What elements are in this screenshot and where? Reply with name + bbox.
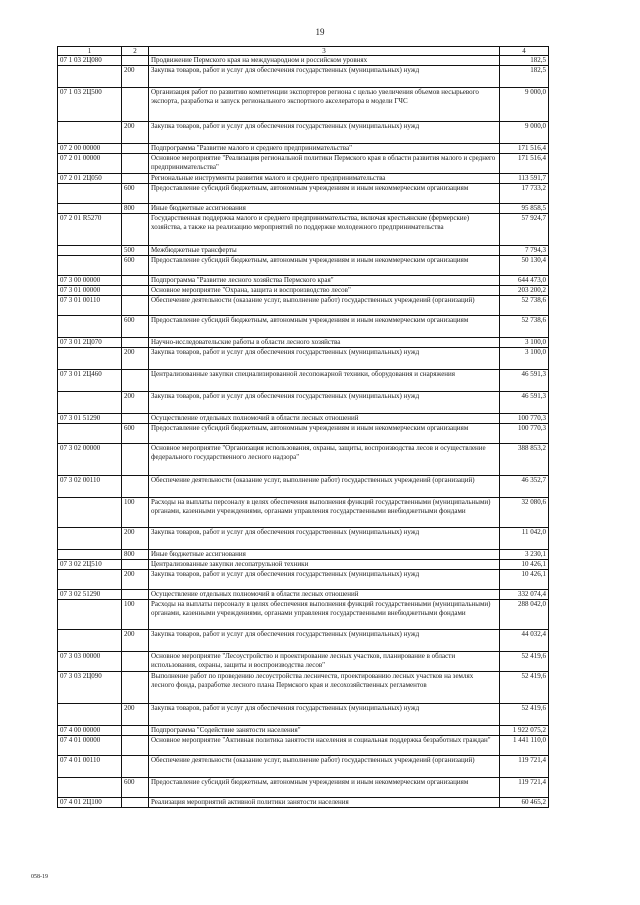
row-amount-cell: 182,5: [500, 66, 549, 88]
row-amount-cell: 52 738,6: [500, 316, 549, 338]
row-type-cell: [122, 652, 149, 672]
row-name-cell: Обеспечение деятельности (оказание услуг, выполнение работ) государственных учреждений (организаций): [149, 296, 500, 316]
row-amount-cell: 171 516,4: [500, 144, 549, 154]
row-amount-cell: 332 074,4: [500, 590, 549, 600]
row-name-cell: Предоставление субсидий бюджетным, автономным учреждениям и иным некоммерческим организациям: [149, 316, 500, 338]
row-code-cell: [58, 66, 122, 88]
row-name-cell: Подпрограмма "Развитие малого и среднего предпринимательства": [149, 144, 500, 154]
row-type-cell: [122, 736, 149, 756]
row-name-cell: Закупка товаров, работ и услуг для обеспечения государственных (муниципальных) нужд: [149, 528, 500, 550]
row-type-cell: [122, 798, 149, 808]
row-name-cell: Организация работ по развитию компетенции экспортеров региона с целью увеличения объемов несырьевого экспорта, разработка и запуск регионального экспортного акселератора в модели ГЧС: [149, 88, 500, 122]
row-amount-cell: 171 516,4: [500, 154, 549, 174]
table-row: [58, 348, 549, 370]
row-name-cell: Централизованные закупки специализированной лесопожарной техники, оборудования и снаряжения: [149, 370, 500, 392]
row-code-cell: [58, 122, 122, 144]
table-row: [58, 550, 549, 560]
table-row: [58, 444, 549, 476]
column-header-name: 3: [149, 47, 500, 56]
row-type-cell: 200: [122, 704, 149, 726]
row-code-cell: [58, 498, 122, 528]
row-amount-cell: 1 922 075,2: [500, 726, 549, 736]
row-code-cell: 07 1 03 2Ц080: [58, 56, 122, 66]
row-name-cell: Межбюджетные трансферты: [149, 246, 500, 256]
row-code-cell: 07 2 01 00000: [58, 154, 122, 174]
row-name-cell: Основное мероприятие "Реализация региональной политики Пермского края в области развития малого и среднего предпринимательства": [149, 154, 500, 174]
row-type-cell: [122, 214, 149, 246]
row-type-cell: 600: [122, 424, 149, 444]
row-code-cell: 07 4 00 00000: [58, 726, 122, 736]
table-row: [58, 798, 549, 808]
row-amount-cell: 10 426,1: [500, 560, 549, 570]
row-name-cell: Реализация мероприятий активной политики занятости населения: [149, 798, 500, 808]
row-name-cell: Закупка товаров, работ и услуг для обеспечения государственных (муниципальных) нужд: [149, 392, 500, 414]
table-row: [58, 174, 549, 184]
row-code-cell: 07 1 03 2Ц500: [58, 88, 122, 122]
table-row: [58, 56, 549, 66]
row-code-cell: 07 3 03 2Ц090: [58, 672, 122, 704]
row-name-cell: Подпрограмма "Содействие занятости населения": [149, 726, 500, 736]
row-type-cell: 200: [122, 630, 149, 652]
row-code-cell: [58, 630, 122, 652]
row-type-cell: [122, 444, 149, 476]
table-header-row: [58, 47, 549, 56]
row-code-cell: [58, 778, 122, 798]
row-type-cell: [122, 414, 149, 424]
table-row: [58, 154, 549, 174]
row-type-cell: [122, 154, 149, 174]
row-amount-cell: 3 230,1: [500, 550, 549, 560]
row-type-cell: 600: [122, 256, 149, 276]
row-name-cell: Закупка товаров, работ и услуг для обеспечения государственных (муниципальных) нужд: [149, 66, 500, 88]
row-name-cell: Продвижение Пермского края на международном и российском уровнях: [149, 56, 500, 66]
table-row: [58, 528, 549, 550]
row-amount-cell: 182,5: [500, 56, 549, 66]
row-type-cell: [122, 286, 149, 296]
row-amount-cell: 388 853,2: [500, 444, 549, 476]
row-code-cell: [58, 348, 122, 370]
row-code-cell: 07 3 01 2Ц070: [58, 338, 122, 348]
row-name-cell: Расходы на выплаты персоналу в целях обеспечения выполнения функций государственными (муниципальными) органами, казенными учреждениями, органами управления государственными внебюджетными фондами: [149, 600, 500, 630]
row-code-cell: 07 3 00 00000: [58, 276, 122, 286]
column-header-amount: 4: [500, 47, 549, 56]
row-name-cell: Обеспечение деятельности (оказание услуг, выполнение работ) государственных учреждений (организаций): [149, 756, 500, 778]
table-row: [58, 560, 549, 570]
row-type-cell: [122, 370, 149, 392]
row-name-cell: Закупка товаров, работ и услуг для обеспечения государственных (муниципальных) нужд: [149, 348, 500, 370]
row-name-cell: Основное мероприятие "Лесоустройство и проектирование лесных участков, планирование в области использования, охраны, защиты и воспроизводства лесов": [149, 652, 500, 672]
table-row: [58, 370, 549, 392]
row-name-cell: Осуществление отдельных полномочий в области лесных отношений: [149, 590, 500, 600]
row-name-cell: Централизованные закупки лесопатрульной техники: [149, 560, 500, 570]
footer-code: 058-19: [31, 874, 48, 880]
row-amount-cell: 52 419,6: [500, 672, 549, 704]
table-row: [58, 316, 549, 338]
row-type-cell: [122, 476, 149, 498]
row-amount-cell: 46 591,3: [500, 370, 549, 392]
row-amount-cell: 7 794,3: [500, 246, 549, 256]
row-name-cell: Расходы на выплаты персоналу в целях обеспечения выполнения функций государственными (муниципальными) органами, казенными учреждениями, органами управления государственными внебюджетными фондами: [149, 498, 500, 528]
table-row: [58, 144, 549, 154]
row-name-cell: Осуществление отдельных полномочий в области лесных отношений: [149, 414, 500, 424]
row-type-cell: 200: [122, 392, 149, 414]
row-type-cell: 200: [122, 570, 149, 590]
table-row: [58, 590, 549, 600]
row-code-cell: [58, 570, 122, 590]
row-amount-cell: 644 473,0: [500, 276, 549, 286]
row-name-cell: Предоставление субсидий бюджетным, автономным учреждениям и иным некоммерческим организациям: [149, 256, 500, 276]
row-type-cell: 200: [122, 528, 149, 550]
row-type-cell: [122, 726, 149, 736]
table-row: [58, 704, 549, 726]
table-row: [58, 122, 549, 144]
table-row: [58, 184, 549, 204]
table-row: [58, 276, 549, 286]
row-code-cell: [58, 424, 122, 444]
row-name-cell: Иные бюджетные ассигнования: [149, 204, 500, 214]
row-code-cell: [58, 704, 122, 726]
row-code-cell: 07 4 01 00000: [58, 736, 122, 756]
row-code-cell: [58, 246, 122, 256]
row-code-cell: 07 3 01 51290: [58, 414, 122, 424]
row-code-cell: 07 4 01 2Ц100: [58, 798, 122, 808]
row-name-cell: Закупка товаров, работ и услуг для обеспечения государственных (муниципальных) нужд: [149, 570, 500, 590]
row-type-cell: [122, 174, 149, 184]
row-name-cell: Государственная поддержка малого и среднего предпринимательства, включая крестьянские (фермерские) хозяйства, а также на реализацию мероприятий по поддержке молодежного предпринимательства: [149, 214, 500, 246]
row-amount-cell: 52 419,6: [500, 704, 549, 726]
row-amount-cell: 57 924,7: [500, 214, 549, 246]
row-name-cell: Обеспечение деятельности (оказание услуг, выполнение работ) государственных учреждений (организаций): [149, 476, 500, 498]
table-row: [58, 726, 549, 736]
row-code-cell: [58, 184, 122, 204]
row-name-cell: Предоставление субсидий бюджетным, автономным учреждениям и иным некоммерческим организациям: [149, 184, 500, 204]
table-row: [58, 756, 549, 778]
row-name-cell: Основное мероприятие "Организация использования, охраны, защиты, воспроизводства лесов и осуществление федерального государственного лесного надзора": [149, 444, 500, 476]
row-amount-cell: 3 100,0: [500, 348, 549, 370]
table-row: [58, 600, 549, 630]
row-type-cell: 600: [122, 778, 149, 798]
row-code-cell: 07 3 01 2Ц460: [58, 370, 122, 392]
row-type-cell: [122, 276, 149, 286]
row-type-cell: [122, 144, 149, 154]
row-amount-cell: 32 080,6: [500, 498, 549, 528]
row-type-cell: [122, 590, 149, 600]
row-amount-cell: 9 000,0: [500, 88, 549, 122]
row-amount-cell: 44 032,4: [500, 630, 549, 652]
row-name-cell: Предоставление субсидий бюджетным, автономным учреждениям и иным некоммерческим организациям: [149, 778, 500, 798]
row-amount-cell: 11 042,0: [500, 528, 549, 550]
table-row: [58, 246, 549, 256]
row-type-cell: 600: [122, 184, 149, 204]
row-name-cell: Выполнение работ по проведению лесоустройства лесничеств, проектированию лесных участков на землях лесного фонда, разработке лесного плана Пермского края и лесохозяйственных регламентов: [149, 672, 500, 704]
row-type-cell: [122, 672, 149, 704]
table-row: [58, 652, 549, 672]
row-code-cell: [58, 392, 122, 414]
row-name-cell: Иные бюджетные ассигнования: [149, 550, 500, 560]
table-row: [58, 498, 549, 528]
row-code-cell: 07 3 02 51290: [58, 590, 122, 600]
budget-table: [57, 46, 549, 808]
table-row: [58, 88, 549, 122]
table-row: [58, 570, 549, 590]
table-row: [58, 630, 549, 652]
row-amount-cell: 113 591,7: [500, 174, 549, 184]
row-type-cell: [122, 338, 149, 348]
row-amount-cell: 100 770,3: [500, 424, 549, 444]
row-code-cell: 07 4 01 00110: [58, 756, 122, 778]
row-name-cell: Закупка товаров, работ и услуг для обеспечения государственных (муниципальных) нужд: [149, 704, 500, 726]
row-type-cell: 200: [122, 348, 149, 370]
row-amount-cell: 9 000,0: [500, 122, 549, 144]
row-type-cell: [122, 296, 149, 316]
row-amount-cell: 10 426,1: [500, 570, 549, 590]
row-code-cell: 07 3 02 00000: [58, 444, 122, 476]
row-type-cell: [122, 88, 149, 122]
row-type-cell: 100: [122, 498, 149, 528]
table-row: [58, 66, 549, 88]
table-row: [58, 736, 549, 756]
row-name-cell: Научно-исследовательские работы в области лесного хозяйства: [149, 338, 500, 348]
table-row: [58, 672, 549, 704]
column-header-type: 2: [122, 47, 149, 56]
row-code-cell: [58, 600, 122, 630]
row-amount-cell: 46 591,3: [500, 392, 549, 414]
row-amount-cell: 52 738,6: [500, 296, 549, 316]
row-amount-cell: 52 419,6: [500, 652, 549, 672]
row-type-cell: 800: [122, 550, 149, 560]
row-name-cell: Региональные инструменты развития малого и среднего предпринимательства: [149, 174, 500, 184]
row-type-cell: 500: [122, 246, 149, 256]
row-code-cell: [58, 204, 122, 214]
row-code-cell: [58, 316, 122, 338]
table-row: [58, 778, 549, 798]
row-code-cell: [58, 528, 122, 550]
row-amount-cell: 203 200,2: [500, 286, 549, 296]
row-code-cell: 07 3 02 00110: [58, 476, 122, 498]
table-row: [58, 424, 549, 444]
row-amount-cell: 50 130,4: [500, 256, 549, 276]
row-type-cell: 800: [122, 204, 149, 214]
table-body: [58, 56, 549, 808]
row-type-cell: 200: [122, 122, 149, 144]
row-type-cell: [122, 756, 149, 778]
row-code-cell: 07 2 01 2Ц050: [58, 174, 122, 184]
row-code-cell: [58, 550, 122, 560]
row-type-cell: 100: [122, 600, 149, 630]
row-type-cell: 600: [122, 316, 149, 338]
row-code-cell: 07 3 01 00110: [58, 296, 122, 316]
row-amount-cell: 3 100,0: [500, 338, 549, 348]
row-type-cell: [122, 560, 149, 570]
row-amount-cell: 46 352,7: [500, 476, 549, 498]
table-row: [58, 476, 549, 498]
row-amount-cell: 1 441 110,0: [500, 736, 549, 756]
row-amount-cell: 119 721,4: [500, 778, 549, 798]
row-amount-cell: 119 721,4: [500, 756, 549, 778]
page-number: 19: [315, 27, 325, 37]
row-amount-cell: 60 465,2: [500, 798, 549, 808]
table-row: [58, 214, 549, 246]
row-code-cell: [58, 256, 122, 276]
table-row: [58, 256, 549, 276]
table-row: [58, 414, 549, 424]
row-code-cell: 07 3 03 00000: [58, 652, 122, 672]
row-type-cell: [122, 56, 149, 66]
row-code-cell: 07 3 02 2Ц510: [58, 560, 122, 570]
row-name-cell: Основное мероприятие "Активная политика занятости населения и социальная поддержка безработных граждан": [149, 736, 500, 756]
table-row: [58, 338, 549, 348]
table-row: [58, 296, 549, 316]
row-name-cell: Подпрограмма "Развитие лесного хозяйства Пермского края": [149, 276, 500, 286]
row-code-cell: 07 2 00 00000: [58, 144, 122, 154]
table-row: [58, 392, 549, 414]
row-amount-cell: 288 042,0: [500, 600, 549, 630]
row-name-cell: Закупка товаров, работ и услуг для обеспечения государственных (муниципальных) нужд: [149, 630, 500, 652]
column-header-code: 1: [58, 47, 122, 56]
row-amount-cell: 17 733,2: [500, 184, 549, 204]
row-amount-cell: 100 770,3: [500, 414, 549, 424]
row-name-cell: Основное мероприятие "Охрана, защита и воспроизводство лесов": [149, 286, 500, 296]
row-amount-cell: 95 858,5: [500, 204, 549, 214]
row-name-cell: Закупка товаров, работ и услуг для обеспечения государственных (муниципальных) нужд: [149, 122, 500, 144]
row-code-cell: 07 3 01 00000: [58, 286, 122, 296]
table-row: [58, 204, 549, 214]
row-name-cell: Предоставление субсидий бюджетным, автономным учреждениям и иным некоммерческим организациям: [149, 424, 500, 444]
row-type-cell: 200: [122, 66, 149, 88]
row-code-cell: 07 2 01 R5270: [58, 214, 122, 246]
table-row: [58, 286, 549, 296]
